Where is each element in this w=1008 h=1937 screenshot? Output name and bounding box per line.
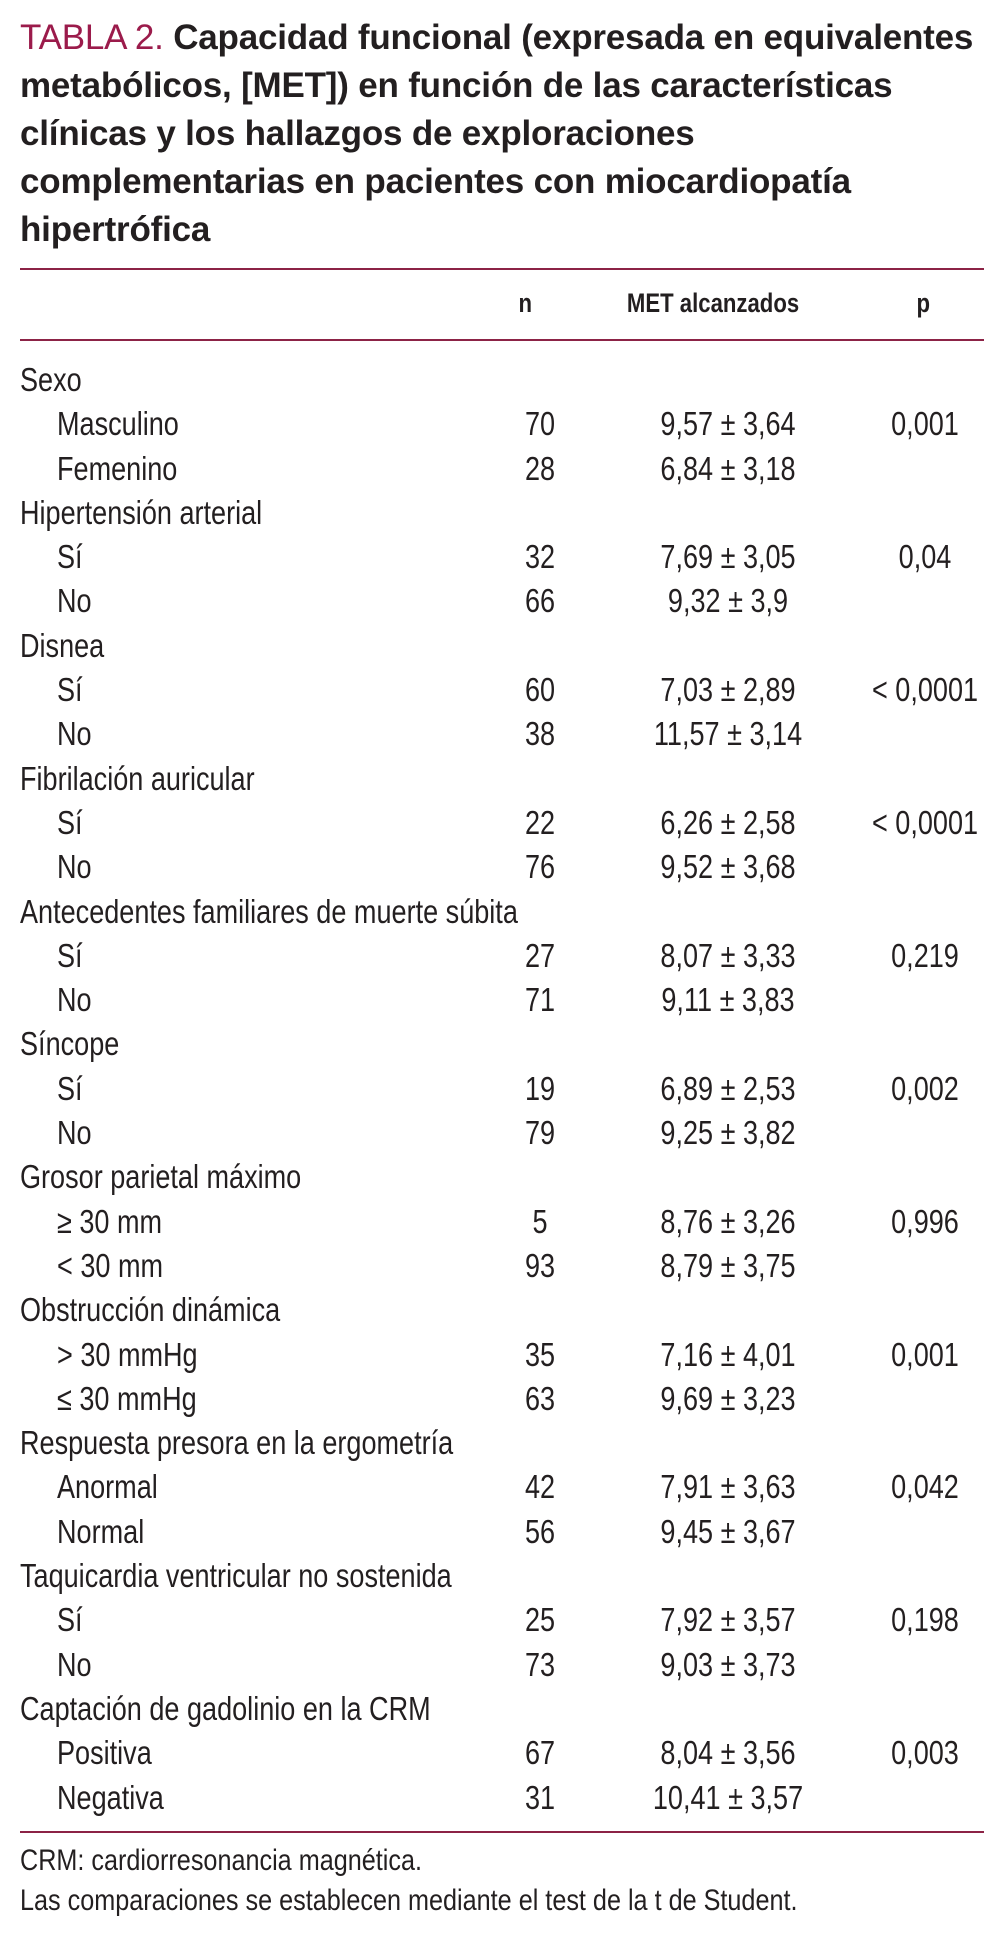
row-p: < 0,0001: [871, 671, 979, 709]
row-n: 93: [524, 1246, 556, 1284]
row-label: ≤ 30 mmHg: [57, 1379, 197, 1417]
row-met: 7,69 ± 3,05: [660, 538, 796, 576]
group-label: Hipertensión arterial: [20, 493, 263, 531]
row-met: 8,79 ± 3,75: [660, 1246, 796, 1284]
table-header: [20, 268, 984, 339]
column-header-met: MET alcanzados: [626, 288, 800, 318]
row-n: 35: [524, 1335, 556, 1373]
table-group-row: [20, 1554, 984, 1598]
row-label: Anormal: [57, 1468, 158, 1506]
row-label: < 30 mm: [57, 1246, 164, 1284]
row-met: 9,69 ± 3,23: [660, 1379, 796, 1417]
table-title: [20, 14, 984, 254]
group-label: Antecedentes familiares de muerte súbita: [20, 892, 518, 930]
row-met: 10,41 ± 3,57: [652, 1778, 804, 1816]
row-n: 22: [524, 803, 556, 841]
row-label: Normal: [57, 1512, 145, 1550]
row-p: 0,04: [898, 538, 952, 576]
row-p: 0,996: [891, 1202, 959, 1240]
row-met: 9,25 ± 3,82: [660, 1114, 796, 1152]
table-row: [20, 801, 984, 845]
table-group-row: [20, 1155, 984, 1199]
table-row: [20, 934, 984, 978]
group-label: Fibrilación auricular: [20, 759, 255, 797]
row-n: 76: [524, 848, 556, 886]
row-n: 38: [524, 715, 556, 753]
row-met: 6,26 ± 2,58: [660, 803, 796, 841]
row-met: 9,45 ± 3,67: [660, 1512, 796, 1550]
row-p: 0,001: [891, 405, 959, 443]
row-p: 0,219: [891, 936, 959, 974]
row-met: 9,57 ± 3,64: [660, 405, 796, 443]
table-group-row: [20, 624, 984, 668]
group-label: Síncope: [20, 1025, 120, 1063]
row-label: Femenino: [57, 449, 178, 487]
row-label: No: [57, 1645, 92, 1683]
table-row: [20, 1377, 984, 1421]
row-met: 6,84 ± 3,18: [660, 449, 796, 487]
row-label: No: [57, 1114, 92, 1152]
table-row: [20, 1643, 984, 1687]
row-p: 0,042: [891, 1468, 959, 1506]
row-p: 0,198: [891, 1601, 959, 1639]
table-title-text: Capacidad funcional (expresada en equivalentes metabólicos, [MET]) en función de las características clínicas y los hallazgos de exploraciones complementarias en pacientes con miocardiopatía hipertrófica: [20, 18, 974, 249]
table-group-row: [20, 1421, 984, 1465]
row-n: 66: [524, 582, 556, 620]
row-n: 19: [524, 1069, 556, 1107]
row-n: 67: [524, 1734, 556, 1772]
row-n: 31: [524, 1778, 556, 1816]
row-label: Sí: [57, 538, 83, 576]
row-n: 32: [524, 538, 556, 576]
row-met: 7,92 ± 3,57: [660, 1601, 796, 1639]
table-row: [20, 978, 984, 1022]
row-label: No: [57, 715, 92, 753]
row-label: Masculino: [57, 405, 179, 443]
row-n: 56: [524, 1512, 556, 1550]
footnote: CRM: cardiorresonancia magnética.: [20, 1844, 422, 1877]
group-label: Sexo: [20, 361, 82, 398]
row-n: 63: [524, 1379, 556, 1417]
table-row: [20, 712, 984, 756]
row-p: 0,002: [891, 1069, 959, 1107]
row-label: Negativa: [57, 1778, 164, 1816]
table-group-row: [20, 1687, 984, 1731]
header-rule: [20, 339, 984, 341]
row-p: < 0,0001: [871, 803, 979, 841]
group-label: Obstrucción dinámica: [20, 1291, 281, 1329]
table-row: [20, 1510, 984, 1554]
row-label: Positiva: [57, 1734, 152, 1772]
column-header-p: p: [916, 288, 931, 318]
row-p: 0,001: [891, 1335, 959, 1373]
table-row: [20, 1200, 984, 1244]
table-label: TABLA 2.: [20, 18, 164, 57]
row-n: 70: [524, 405, 556, 443]
group-label: Respuesta presora en la ergometría: [20, 1424, 454, 1462]
table-row: [20, 668, 984, 712]
group-label: Grosor parietal máximo: [20, 1158, 302, 1196]
row-label: Sí: [57, 1069, 83, 1107]
table-row: [20, 447, 984, 491]
group-label: Captación de gadolinio en la CRM: [20, 1689, 431, 1727]
table-row: [20, 1598, 984, 1642]
row-n: 27: [524, 936, 556, 974]
row-met: 7,16 ± 4,01: [660, 1335, 796, 1373]
table-row: [20, 1776, 984, 1820]
row-label: ≥ 30 mm: [57, 1202, 163, 1240]
row-n: 71: [524, 981, 556, 1019]
table-group-row: [20, 358, 984, 402]
row-met: 9,52 ± 3,68: [660, 848, 796, 886]
row-met: 6,89 ± 2,53: [660, 1069, 796, 1107]
table-container: [20, 0, 984, 1917]
table-row: [20, 1244, 984, 1288]
row-n: 60: [524, 671, 556, 709]
row-p: 0,003: [891, 1734, 959, 1772]
row-met: 8,07 ± 3,33: [660, 936, 796, 974]
row-n: 25: [524, 1601, 556, 1639]
table-group-row: [20, 890, 984, 934]
row-n: 73: [524, 1645, 556, 1683]
row-label: No: [57, 582, 92, 620]
row-label: Sí: [57, 1601, 83, 1639]
row-label: No: [57, 981, 92, 1019]
column-header-n: n: [518, 288, 533, 318]
row-n: 5: [532, 1202, 548, 1240]
table-row: [20, 535, 984, 579]
table-footnotes: [20, 1841, 984, 1921]
row-met: 7,91 ± 3,63: [660, 1468, 796, 1506]
table-row: [20, 1465, 984, 1509]
table-group-row: [20, 757, 984, 801]
bottom-rule: [20, 1831, 984, 1833]
table-group-row: [20, 491, 984, 535]
row-n: 42: [524, 1468, 556, 1506]
group-label: Taquicardia ventricular no sostenida: [20, 1557, 452, 1595]
footnote: Las comparaciones se establecen mediante el test de la t de Student.: [20, 1884, 798, 1917]
row-met: 9,03 ± 3,73: [660, 1645, 796, 1683]
table-group-row: [20, 1288, 984, 1332]
table-row: [20, 1333, 984, 1377]
table-group-row: [20, 1022, 984, 1066]
row-label: Sí: [57, 803, 83, 841]
table-row: [20, 579, 984, 623]
row-met: 9,32 ± 3,9: [667, 582, 789, 620]
row-met: 9,11 ± 3,83: [661, 981, 795, 1019]
group-label: Disnea: [20, 626, 105, 664]
row-label: Sí: [57, 671, 83, 709]
row-met: 11,57 ± 3,14: [653, 715, 803, 753]
row-met: 7,03 ± 2,89: [660, 671, 796, 709]
row-label: No: [57, 848, 92, 886]
table-row: [20, 1731, 984, 1775]
table-row: [20, 1067, 984, 1111]
row-n: 28: [524, 449, 556, 487]
table-row: [20, 402, 984, 446]
table-row: [20, 1111, 984, 1155]
row-label: Sí: [57, 936, 83, 974]
row-met: 8,76 ± 3,26: [660, 1202, 796, 1240]
table-body: [20, 358, 984, 1820]
row-n: 79: [524, 1114, 556, 1152]
row-label: > 30 mmHg: [57, 1335, 198, 1373]
table-row: [20, 845, 984, 889]
row-met: 8,04 ± 3,56: [660, 1734, 796, 1772]
